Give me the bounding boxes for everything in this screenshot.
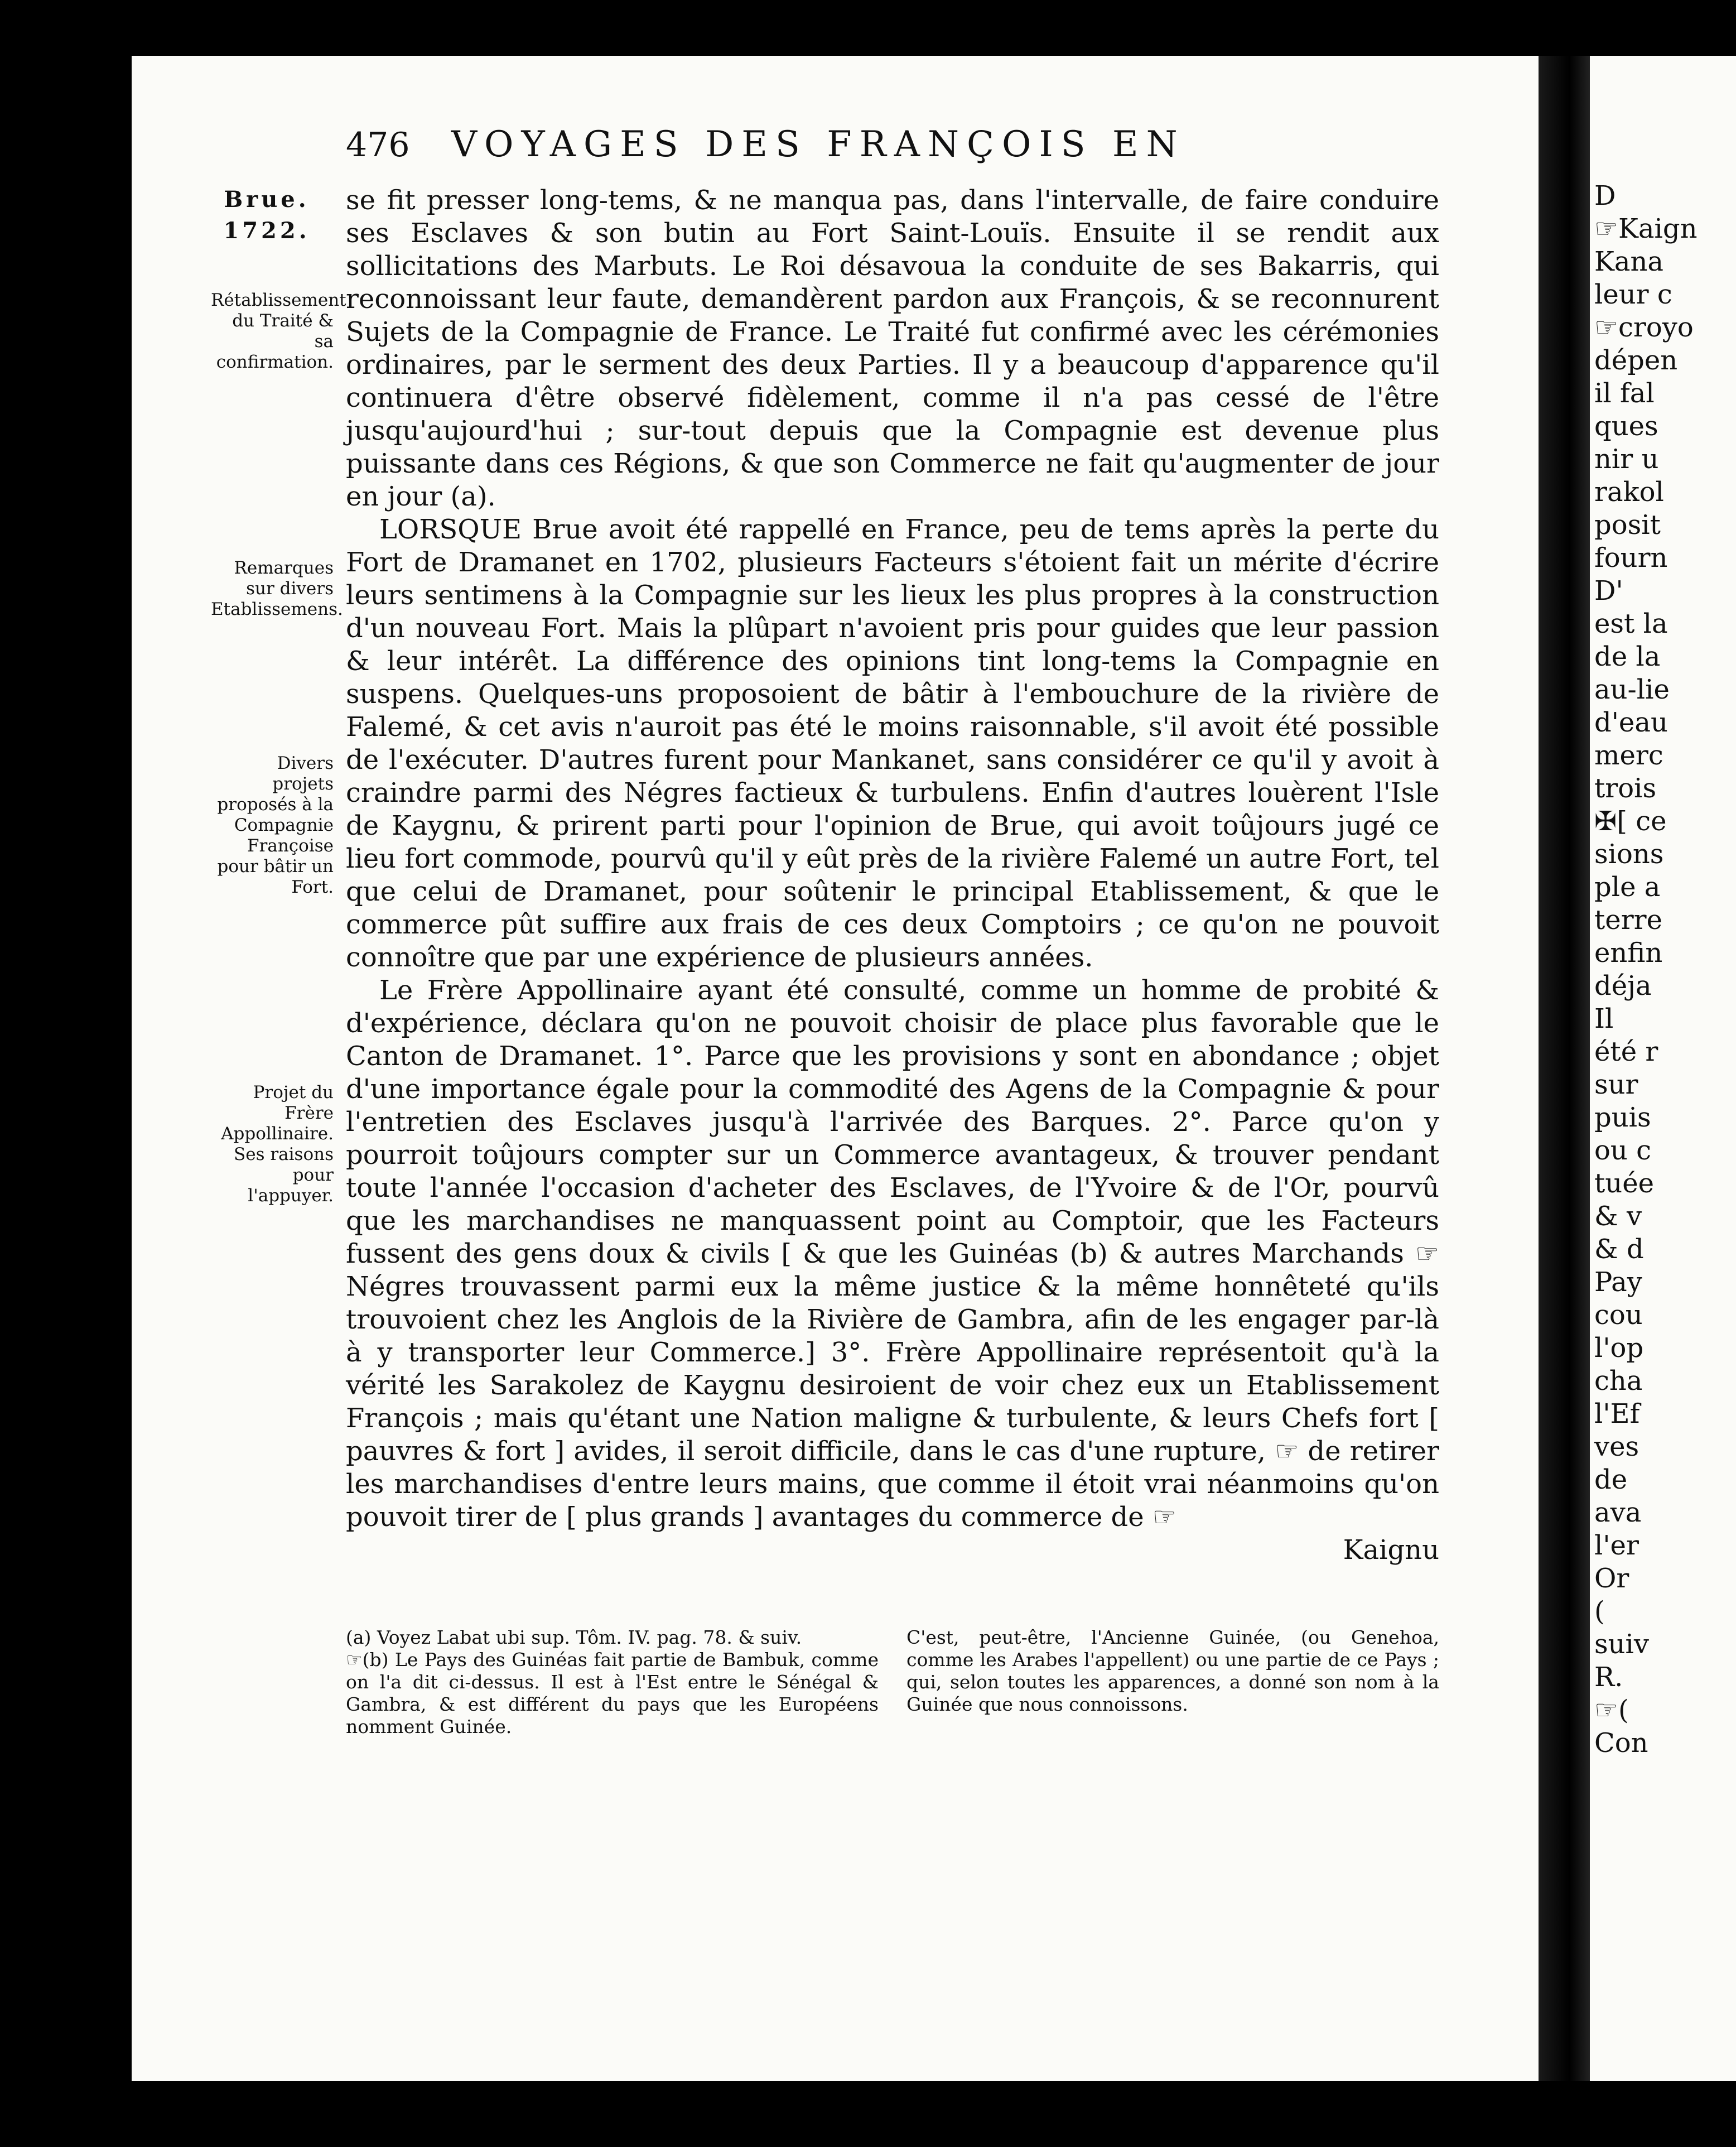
facing-line: ou c [1594, 1135, 1651, 1166]
paragraph: Le Frère Appollinaire ayant été consulté, comme un homme de probité & d'expérience, déclara qu'on ne pouvoit choisir de place plus favorable que le Canton de Dramanet. 1°. Parce que les provisions y sont en abondance ; objet d'une importance égale pour la commodité des Agens de la Compagnie & pour l'entretien des Esclaves jusqu'à l'arrivée des Barques. 2°. Parce qu'on y pourroit toûjours compter sur un Commerce avantageux, & trouver pendant toute l'année l'occasion d'acheter des Esclaves, de l'Yvoire & de l'Or, pourvû que les marchandises ne manquassent point au Comptoir, que les Facteurs fussent des gens doux & civils [ & que les Guinéas (b) & autres Marchands ☞ Négres trouvassent parmi eux la même justice & la même honnêteté qu'ils trouvoient chez les Anglois de la Rivière de Gambra, afin de les engager par-là à y transporter leur Commerce.] 3°. Frère Appollinaire représentoit qu'à la vérité les Sarakolez de Kaygnu desiroient de voir chez eux un Etablissement François ; mais qu'étant une Nation maligne & turbulente, & leurs Chefs fort [ pauvres & fort ] avides, il seroit difficile, dans le cas d'une rupture, ☞ de retirer les marchandises d'entre leurs mains, que comme il étoit vrai néanmoins qu'on pouvoit tirer de [ plus grands ] avantages du commerce de ☞ [346, 975, 1439, 1533]
facing-line: déja [1594, 970, 1652, 1002]
margin-note: Remarques sur divers Etablissemens. [211, 558, 343, 619]
facing-line: l'er [1594, 1530, 1639, 1561]
facing-line: sur [1594, 1069, 1638, 1100]
margin-year: 1722. [223, 218, 310, 244]
facing-line: été r [1594, 1036, 1658, 1067]
facing-line: est la [1594, 608, 1668, 639]
facing-line: R. [1594, 1662, 1623, 1693]
facing-line: ✠[ ce [1594, 806, 1667, 837]
facing-line: ☞( [1594, 1695, 1629, 1726]
margin-note: Projet du Frère Appollinaire. Ses raisons pour l'appuyer. [221, 1082, 334, 1206]
facing-line: & d [1594, 1234, 1644, 1265]
facing-line: suiv [1594, 1629, 1650, 1660]
margin-note: Rétablissement du Traité & sa confirmation. [211, 290, 346, 372]
facing-line: merc [1594, 740, 1663, 771]
facing-line: cou [1594, 1299, 1643, 1331]
facing-line: ple a [1594, 872, 1661, 903]
facing-line: rakol [1594, 476, 1664, 508]
facing-line: D [1594, 180, 1616, 211]
margin-author: Brue. [224, 186, 310, 213]
facing-line: ( [1594, 1596, 1605, 1627]
footnotes-left [346, 1626, 879, 1738]
facing-line: ves [1594, 1431, 1639, 1462]
facing-line: de [1594, 1464, 1628, 1495]
facing-line: ☞croyo [1594, 312, 1694, 343]
facing-line: ava [1594, 1497, 1642, 1528]
facing-line: Pay [1594, 1267, 1642, 1298]
main-text [346, 184, 1439, 1567]
facing-line: posit [1594, 509, 1661, 541]
catchword: Kaignu [1343, 1534, 1439, 1566]
facing-line: D' [1594, 575, 1623, 606]
facing-line: Il [1594, 1003, 1614, 1034]
facing-page [1590, 56, 1736, 2081]
paragraph: se fit presser long-tems, & ne manqua pas, dans l'intervalle, de faire conduire ses Esclaves & son butin au Fort Saint-Louïs. Ensuite il se rendit aux sollicitations des Marbuts. Le Roi désavoua la conduite de ses Bakarris, qui reconnoissant leur faute, demandèrent pardon aux François, & se reconnurent Sujets de la Compagnie de France. Le Traité fut confirmé avec les cérémonies ordinaires, par le serment des deux Parties. Il y a beaucoup d'apparence qu'il continuera d'être observé fidèlement, comme il n'a pas cessé de l'être jusqu'aujourd'hui ; sur-tout depuis que la Compagnie est devenue plus puissante dans ces Régions, & que son Commerce ne fait qu'augmenter de jour en jour (a). [346, 185, 1439, 512]
facing-page-text [1594, 180, 1698, 1760]
page-number: 476 [346, 126, 410, 165]
facing-line: sions [1594, 839, 1664, 870]
facing-line: tuée [1594, 1168, 1655, 1199]
facing-line: l'Ef [1594, 1398, 1640, 1429]
facing-line: au-lie [1594, 674, 1670, 705]
facing-line: Or [1594, 1563, 1629, 1594]
footnote: ☞(b) Le Pays des Guinéas fait partie de Bambuk, comme on l'a dit ci-dessus. Il est à l'Est entre le Sénégal & Gambra, & est différent du pays que les Européens nomment Guinée. [346, 1649, 879, 1737]
facing-line: trois [1594, 773, 1657, 804]
facing-line: dépen [1594, 345, 1678, 376]
facing-line: il fal [1594, 378, 1655, 409]
facing-line: enfin [1594, 937, 1663, 969]
footnotes [346, 1626, 1439, 1738]
facing-line: ☞Kaign [1594, 213, 1698, 244]
running-title: VOYAGES DES FRANÇOIS EN [451, 124, 1185, 165]
facing-line: puis [1594, 1102, 1651, 1133]
margin-author-year [211, 184, 322, 247]
facing-line: fourn [1594, 542, 1668, 574]
facing-line: ques [1594, 411, 1658, 442]
facing-line: de la [1594, 641, 1661, 672]
facing-line: nir u [1594, 444, 1659, 475]
facing-line: & v [1594, 1201, 1642, 1232]
facing-line: l'op [1594, 1332, 1644, 1364]
facing-line: Con [1594, 1727, 1648, 1759]
facing-line: leur c [1594, 279, 1672, 310]
footnote: (a) Voyez Labat ubi sup. Tôm. IV. pag. 78. & suiv. [346, 1626, 802, 1648]
footnote: C'est, peut-être, l'Ancienne Guinée, (ou Genehoa, comme les Arabes l'appellent) ou une partie de ce Pays ; qui, selon toutes les apparences, a donné son nom à la Guinée que nous connoissons. [906, 1626, 1439, 1715]
book-gutter [1539, 56, 1590, 2081]
facing-line: d'eau [1594, 707, 1668, 738]
facing-line: cha [1594, 1365, 1643, 1397]
running-header [346, 124, 1395, 165]
facing-line: Kana [1594, 246, 1664, 277]
margin-note: Divers projets proposés à la Compagnie Françoise pour bâtir un Fort. [217, 753, 334, 897]
facing-line: terre [1594, 904, 1662, 936]
paragraph: LORSQUE Brue avoit été rappellé en France, peu de tems après la perte du Fort de Dramanet en 1702, plusieurs Facteurs s'étoient fait un mérite d'écrire leurs sentimens à la Compagnie sur les lieux les plus propres à la construction d'un nouveau Fort. Mais la plûpart n'avoient pris pour guides que leur passion & leur intérêt. La différence des opinions tint long-tems la Compagnie en suspens. Quelques-uns proposoient de bâtir à l'embouchure de la rivière de Falemé, & cet avis n'auroit pas été le moins raisonnable, s'il avoit été possible de l'exécuter. D'autres furent pour Mankanet, sans considérer ce qu'il y avoit à craindre parmi des Négres factieux & turbulens. Enfin d'autres louèrent l'Isle de Kaygnu, & prirent parti pour l'opinion de Brue, qui avoit toûjours jugé ce lieu fort commode, pourvû qu'il y eût près de la rivière Falemé un autre Fort, tel que celui de Dramanet, pour soûtenir le principal Etablissement, & que le commerce pût suffire aux frais de ces deux Comptoirs ; ce qu'on ne pouvoit connoître que par une expérience de plusieurs années. [346, 514, 1439, 973]
footnotes-right [906, 1626, 1439, 1738]
